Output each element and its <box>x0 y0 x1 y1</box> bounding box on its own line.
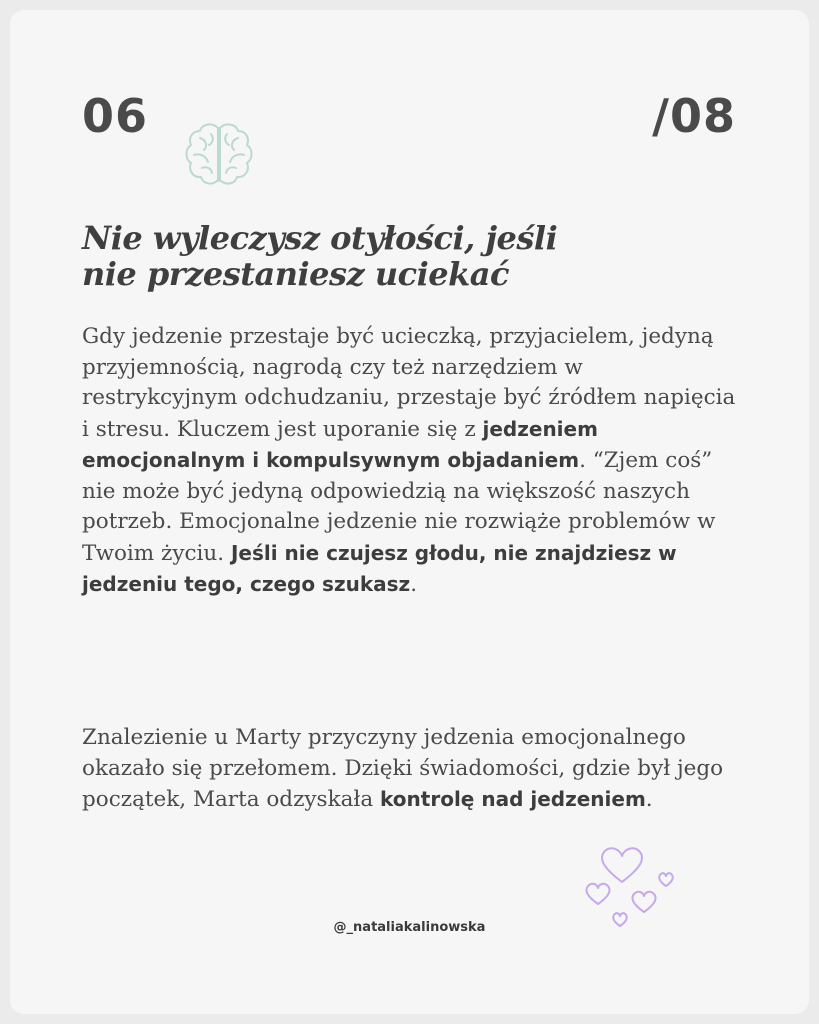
title-line-2: nie przestaniesz uciekać <box>82 255 509 293</box>
paragraph-2-text-2: . <box>645 787 653 812</box>
paragraph-1-bold-2: Jeśli nie czujesz głodu, nie znajdziesz w jedzeniu tego, czego szukasz <box>82 540 677 596</box>
slide-card <box>10 10 809 1014</box>
paragraph-1-text-1: Gdy jedzenie przestaje być ucieczką, przyjacielem, jedyną przyjemnością, nagrodą czy też narzędziem w restrykcyjnym odchudzaniu, przestaje być źródłem napięcia i stresu. Kluczem jest uporanie się z <box>82 324 736 442</box>
author-handle: @_nataliakalinowska <box>333 920 486 935</box>
brain-icon <box>182 118 256 192</box>
paragraph-2 <box>82 723 742 816</box>
paragraph-1-text-2: . “Zjem coś” nie może być jedyną odpowiedzią na większość naszych potrzeb. Emocjonalne jedzenie nie rozwiąże problemów w Twoim życiu. <box>82 448 716 566</box>
paragraph-1-bold-1: jedzeniem emocjonalnym i kompulsywnym objadaniem <box>82 416 598 472</box>
page-number-total: /08 <box>652 89 736 143</box>
page-number-current: 06 <box>82 89 149 143</box>
slide-title <box>82 220 762 292</box>
paragraph-2-text-1: Znalezienie u Marty przyczyny jedzenia emocjonalnego okazało się przełomem. Dzięki świadomości, gdzie był jego początek, Marta odzyskała <box>82 725 724 812</box>
paragraph-1 <box>82 322 742 601</box>
title-line-1: Nie wyleczysz otyłości, jeśli <box>82 219 558 257</box>
paragraph-1-text-3: . <box>410 572 418 597</box>
paragraph-2-bold-1: kontrolę nad jedzeniem <box>380 787 646 811</box>
